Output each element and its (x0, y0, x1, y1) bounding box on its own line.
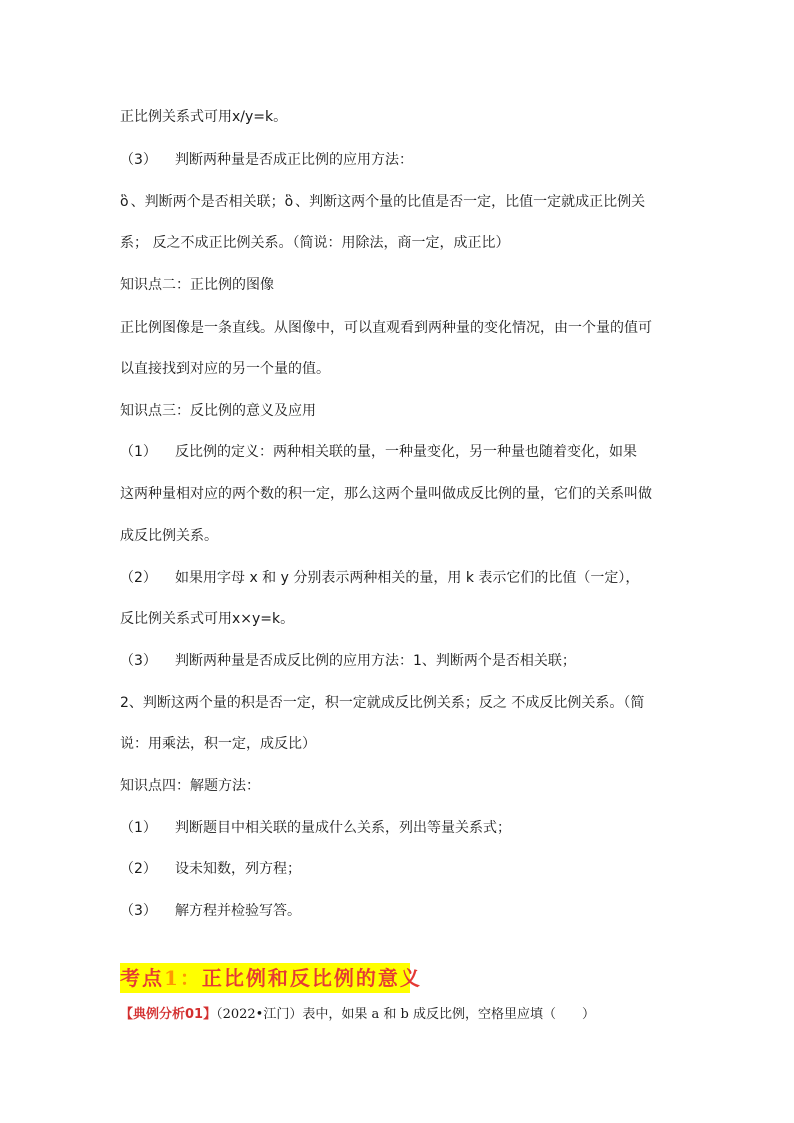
item-text: 、判断这两个量的比值是否一定，比值一定就成正比例关 (295, 194, 646, 210)
topic-banner (120, 963, 422, 993)
example-label: 【典例分析01】 (120, 1007, 217, 1022)
circled-number-two-icon: ὃ (284, 194, 294, 210)
text-line (120, 150, 413, 170)
section-heading: 知识点四：解题方法： (120, 778, 260, 794)
topic-number: 1： (164, 966, 202, 990)
text-line (120, 651, 576, 671)
text-line: 这两种量相对应的两个数的积一定，那么这两个量叫做成反比例的量，它们的关系叫做 (120, 486, 652, 502)
section-heading: 知识点三：反比例的意义及应用 (120, 403, 316, 419)
item-number: （1） (120, 444, 157, 460)
section-heading: 知识点二：正比例的图像 (120, 277, 274, 293)
item-text: 判断题目中相关联的量成什么关系，列出等量关系式； (175, 820, 511, 836)
text-line: 系； 反之不成正比例关系。（简说：用除法，商一定，成正比） (120, 235, 510, 251)
topic-prefix: 考点 (120, 966, 164, 990)
text-line (120, 568, 639, 588)
text-line: 正比例关系式可用x/y=k。 (120, 109, 288, 125)
item-text: 判断两种量是否成反比例的应用方法：1、判断两个是否相关联； (175, 653, 576, 669)
text-line: 成反比例关系。 (120, 528, 218, 544)
example-question (120, 1006, 595, 1024)
item-number: （2） (120, 861, 157, 877)
item-text: 如果用字母 x 和 y 分别表示两种相关的量，用 k 表示它们的比值（一定）， (175, 570, 640, 586)
text-line (120, 818, 511, 838)
item-number: （1） (120, 820, 157, 836)
text-line: 正比例图像是一条直线。从图像中，可以直观看到两种量的变化情况，由一个量的值可 (120, 320, 652, 336)
text-line: 反比例关系式可用x×y=k。 (120, 611, 295, 627)
item-number: （2） (120, 570, 157, 586)
example-text: （2022•江门）表中，如果 a 和 b 成反比例，空格里应填（ ） (216, 1007, 595, 1022)
item-number: （3） (120, 903, 157, 919)
text-line: 以直接找到对应的另一个量的值。 (120, 361, 330, 377)
circled-number-one-icon: ὃ (120, 194, 129, 210)
item-number: （3） (120, 653, 157, 669)
text-line (120, 192, 645, 212)
item-text: 解方程并检验写答。 (175, 903, 301, 919)
text-line (120, 442, 637, 462)
item-text: 反比例的定义：两种相关联的量，一种量变化，另一种量也随着变化，如果 (175, 444, 637, 460)
item-number: （3） (120, 152, 157, 168)
text-line (120, 901, 301, 921)
topic-title: 正比例和反比例的意义 (201, 966, 422, 990)
text-line: 说：用乘法，积一定，成反比） (120, 736, 316, 752)
item-text: 、判断两个是否相关联； (130, 194, 285, 210)
text-line (120, 859, 301, 879)
item-text: 判断两种量是否成正比例的应用方法： (175, 152, 413, 168)
item-text: 设未知数，列方程； (175, 861, 301, 877)
text-line: 2、判断这两个量的积是否一定，积一定就成反比例关系；反之 不成反比例关系。（简 (120, 695, 645, 711)
